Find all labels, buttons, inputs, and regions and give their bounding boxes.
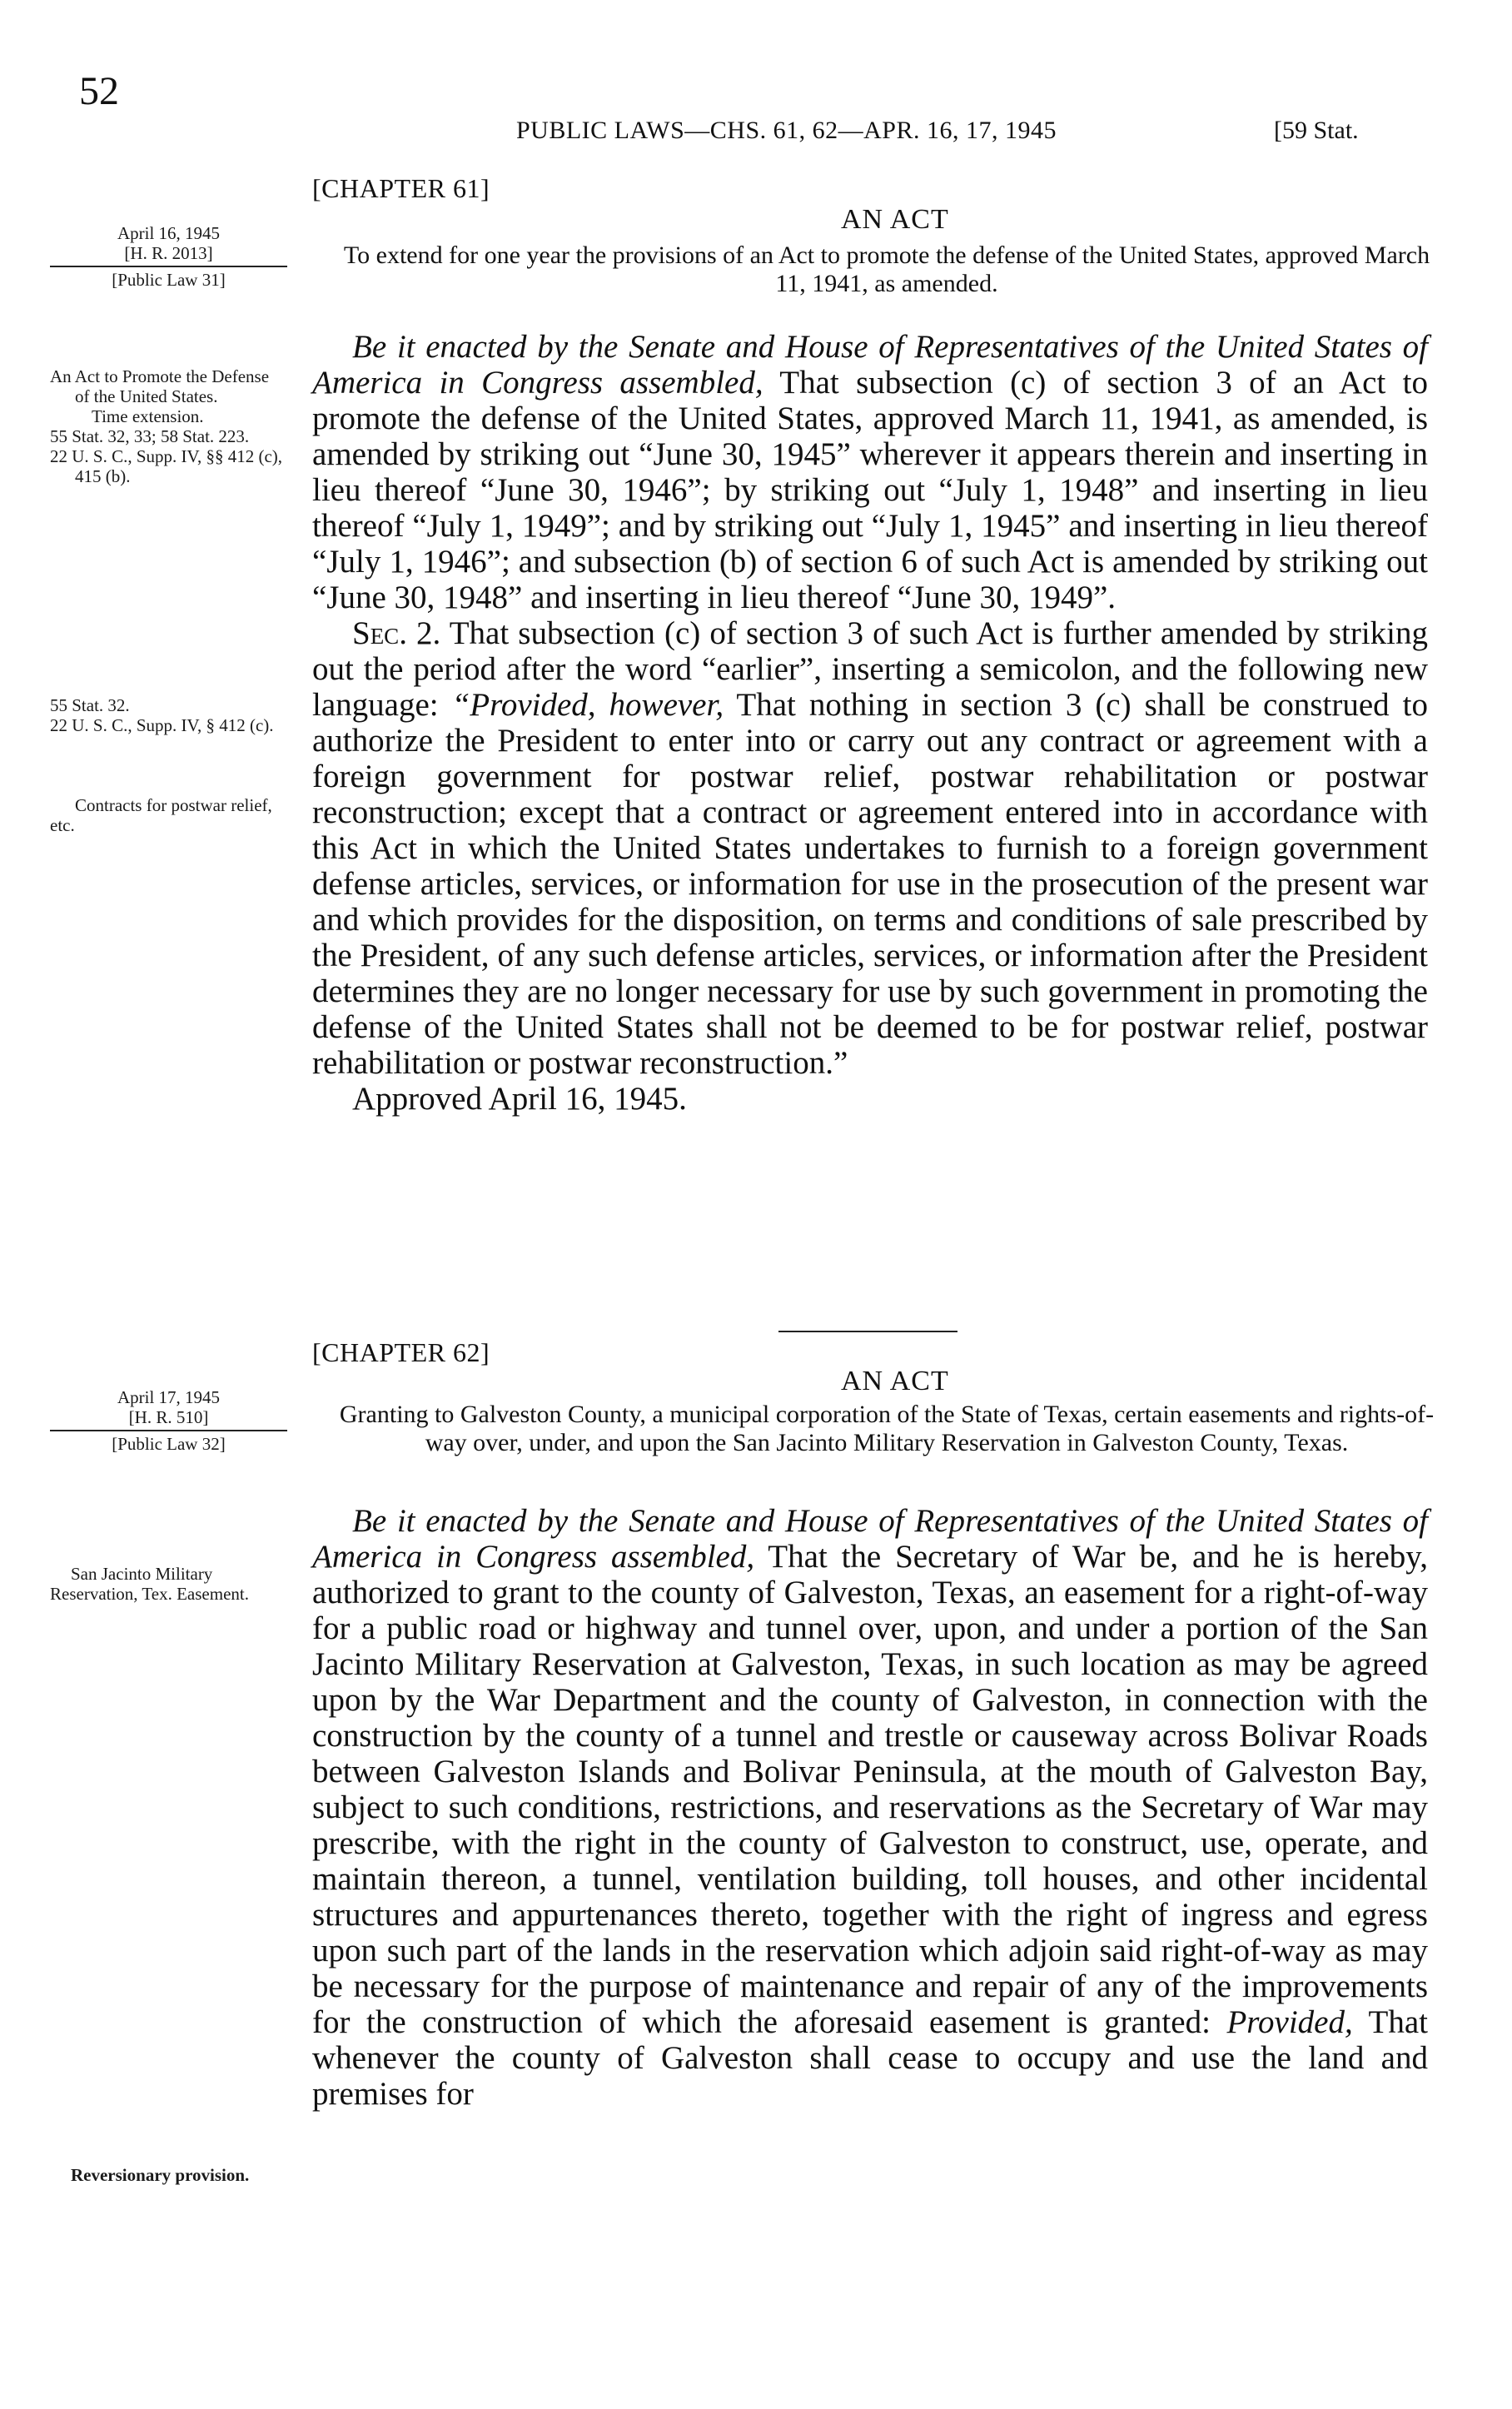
chapter-62-purpose: Granting to Galveston County, a municipal corporation of the State of Texas, certain easements and rights-of-way over, under, and upon the San Jacinto Military Reservation in Galveston County, Texas. [339, 1401, 1435, 1456]
margin-citation: 55 Stat. 32. [50, 695, 130, 715]
running-head: PUBLIC LAWS—CHS. 61, 62—APR. 16, 17, 1945 [516, 117, 1057, 144]
section-1-paragraph [312, 329, 1428, 615]
approval-date: April 16, 1945 [117, 223, 221, 243]
margin-note-defense-act [50, 366, 287, 486]
bill-number: [H. R. 2013] [124, 243, 213, 263]
chapter-61-purpose: To extend for one year the provisions of an Act to promote the defense of the United States, approved March 11, 1941, as amended. [343, 241, 1430, 297]
approval-date: April 17, 1945 [117, 1387, 221, 1407]
margin-citation: 22 U. S. C., Supp. IV, §§ 412 (c), 415 (b). [50, 446, 283, 486]
section-text: That the Secretary of War be, and he is hereby, authorized to grant to the county of Galveston, Texas, an easement for a right-of-way for a public road or highway and tunnel over, upon, and under a portion of the San Jacinto Military Reservation at Galveston, Texas, in such location as may be agreed upon by the War Department and the county of Galveston, in connection with the construction by the county of a tunnel and trestle or causeway across Bolivar Roads between Galveston Islands and Bolivar Peninsula, at the mouth of Galveston Bay, subject to such conditions, restrictions, and reservations as the Secretary of War may prescribe, with the right in the county of Galveston to construct, use, operate, and maintain thereon, a tunnel, ventilation building, toll houses, and other incidental structures and appurtenances thereto, together with the right of ingress and egress upon such part of the lands in the reservation which adjoin said right-of-way as may be necessary for the purpose of maintenance and repair of any of the improvements for the construction of which the aforesaid easement is granted: [312, 1539, 1428, 2040]
enacting-clause: Be it enacted by the Senate and House of Representatives of the United States of America in Congress assembled, [312, 1503, 1428, 1575]
section-2-paragraph [312, 615, 1428, 1081]
chapter-62-body [312, 1503, 1428, 2112]
margin-rule [50, 266, 287, 267]
margin-note-reversionary [50, 2165, 287, 2185]
margin-note-text: Contracts for postwar relief, etc. [50, 795, 272, 835]
section-2-label: Sec. 2. [352, 615, 441, 651]
section-2-text-continued: That nothing in section 3 (c) shall be construed to authorize the President to enter into or carry out any contract or agreement with a foreign government for postwar relief, postwar rehabilitation or postwar reconstruction; except that a contract or agreement entered into in accordance with this Act in which the United States undertakes to furnish to a foreign government defense articles, services, or information for use in the prosecution of the present war and which provides for the disposition, on terms and conditions of sale prescribed by the President, of any such defense articles, services, or information after the President determines they are no longer necessary for use by such government in promoting the defense of the United States shall not be deemed to be for postwar relief, postwar rehabilitation or postwar reconstruction.” [312, 687, 1429, 1081]
chapter-61-margin-heading [50, 223, 287, 290]
margin-note-section-2-cite [50, 695, 287, 735]
margin-note-text: San Jacinto Military Reservation, Tex. Easement. [50, 1564, 249, 1604]
volume-reference: [59 Stat. [1274, 117, 1359, 144]
section-paragraph [312, 1503, 1428, 2112]
enacting-clause: Be it enacted by the Senate and House of Representatives of the United States of America in Congress assembled, [312, 329, 1428, 401]
margin-note-text: Reversionary provision. [71, 2165, 250, 2185]
proviso: Provided, [1226, 2004, 1353, 2040]
chapter-divider [778, 1331, 957, 1332]
proviso: “Provided, however, [451, 687, 724, 723]
approval-text: Approved April 16, 1945. [352, 1081, 687, 1117]
margin-citation: 55 Stat. 32, 33; 58 Stat. 223. [50, 426, 250, 446]
margin-rule [50, 1430, 287, 1431]
section-2-text: That subsection (c) of section 3 of such Act is further amended by striking out the period after the word “earlier”, inserting a semicolon, and the following new language: [312, 615, 1429, 723]
approval-line [312, 1081, 1428, 1117]
margin-note-subtitle: Time extension. [92, 406, 204, 426]
chapter-61-body [312, 329, 1428, 1117]
public-law-number: [Public Law 32] [112, 1434, 226, 1454]
margin-citation: 22 U. S. C., Supp. IV, § 412 (c). [50, 715, 274, 735]
margin-note-contracts [50, 795, 287, 835]
public-law-number: [Public Law 31] [112, 270, 226, 290]
section-text-continued: That whenever the county of Galveston shall cease to occupy and use the land and premises for [312, 2004, 1429, 2112]
chapter-62-margin-heading [50, 1387, 287, 1454]
page-number: 52 [79, 69, 119, 113]
section-1-text: That subsection (c) of section 3 of an Act to promote the defense of the United States, approved March 11, 1941, as amended, is amended by striking out “June 30, 1945” wherever it appears therein and inserting in lieu thereof “June 30, 1946”; by striking out “July 1, 1948” and inserting in lieu thereof “July 1, 1949”; and by striking out “July 1, 1945” and inserting in lieu thereof “July 1, 1946”; and subsection (b) of section 6 of such Act is amended by striking out “June 30, 1948” and inserting in lieu thereof “June 30, 1949”. [312, 365, 1428, 615]
chapter-62-label: [CHAPTER 62] [312, 1337, 490, 1367]
chapter-61-act-label: AN ACT [841, 204, 949, 235]
bill-number: [H. R. 510] [128, 1407, 209, 1427]
chapter-61-label: [CHAPTER 61] [312, 173, 490, 203]
margin-note-title: An Act to Promote the Defense of the United States. [50, 366, 270, 406]
margin-note-san-jacinto [50, 1564, 287, 1604]
chapter-62-act-label: AN ACT [841, 1366, 949, 1396]
